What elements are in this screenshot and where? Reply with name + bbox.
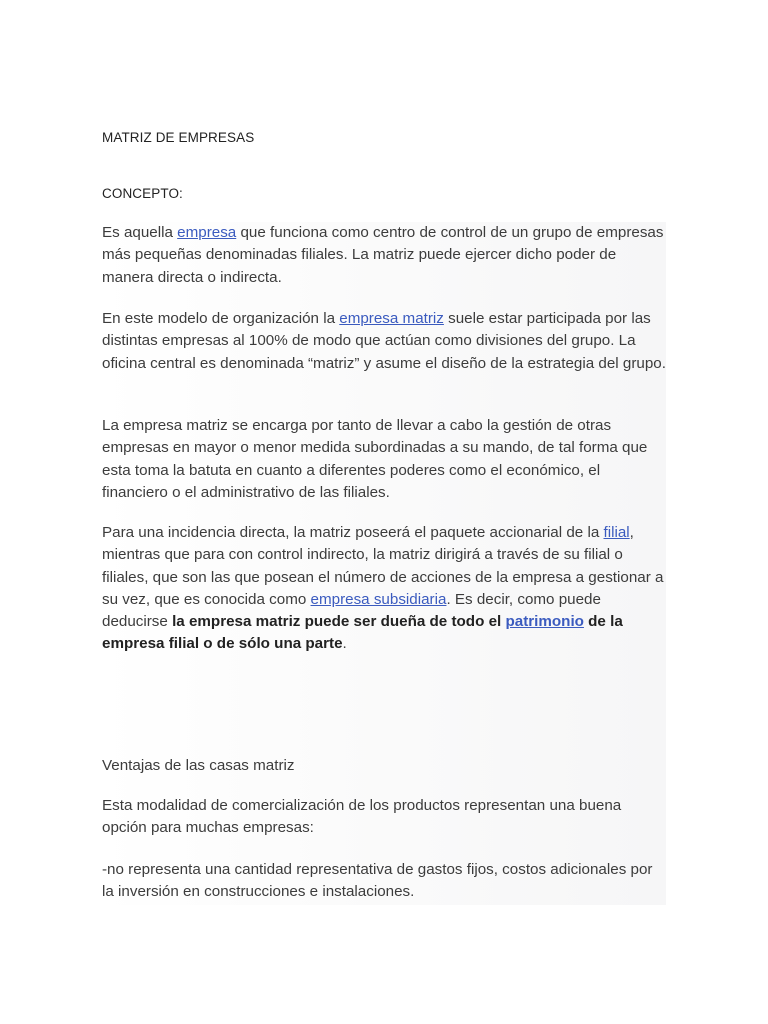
link-patrimonio[interactable]: patrimonio [505,613,584,631]
document-title: MATRIZ DE EMPRESAS [102,130,255,145]
paragraph-organization-model: En este modelo de organización la empresa matriz suele estar participada por las distintas empresas al 100% de modo que actúan como divisiones del grupo. La oficina central es denominada “matriz” y asume el diseño de la estrategia del grupo. [102,310,666,372]
paragraph-management: La empresa matriz se encarga por tanto de llevar a cabo la gestión de otras empresas en mayor o menor medida subordinadas a su mando, de tal forma que esta toma la batuta en cuanto a diferentes poderes como el económico, el financiero o el administrativo de las filiales. [102,417,648,501]
advantages-heading: Ventajas de las casas matriz [102,757,295,774]
link-empresa[interactable]: empresa [177,224,237,241]
concept-heading: CONCEPTO: [102,186,183,201]
paragraph-commercialization: Esta modalidad de comercialización de los productos representan una buena opción para muchas empresas: [102,797,622,837]
content-block [100,222,666,905]
paragraph-control: Para una incidencia directa, la matriz poseerá el paquete accionarial de la filial, mientras que para con control indirecto, la matriz dirigirá a través de su filial o filiales, que son las que posean el número de acciones de la empresa a gestionar a su vez, que es conocida como empresa subsidiaria. Es decir, como puede deducirse la empresa matriz puede ser dueña de todo el patrimonio de la empresa filial o de sólo una parte. [102,524,664,653]
bold-statement: la empresa matriz puede ser dueña de todo el patrimonio de la empresa filial o de sólo una parte [102,613,623,653]
link-empresa-matriz[interactable]: empresa matriz [339,310,444,327]
paragraph-definition: Es aquella empresa que funciona como centro de control de un grupo de empresas más pequeñas denominadas filiales. La matriz puede ejercer dicho poder de manera directa o indirecta. [102,224,664,286]
link-filial[interactable]: filial [603,524,630,541]
paragraph-fixed-costs: -no representa una cantidad representativa de gastos fijos, costos adicionales por la inversión en construcciones e instalaciones. [102,861,653,901]
link-empresa-subsidiaria[interactable]: empresa subsidiaria [310,590,447,608]
